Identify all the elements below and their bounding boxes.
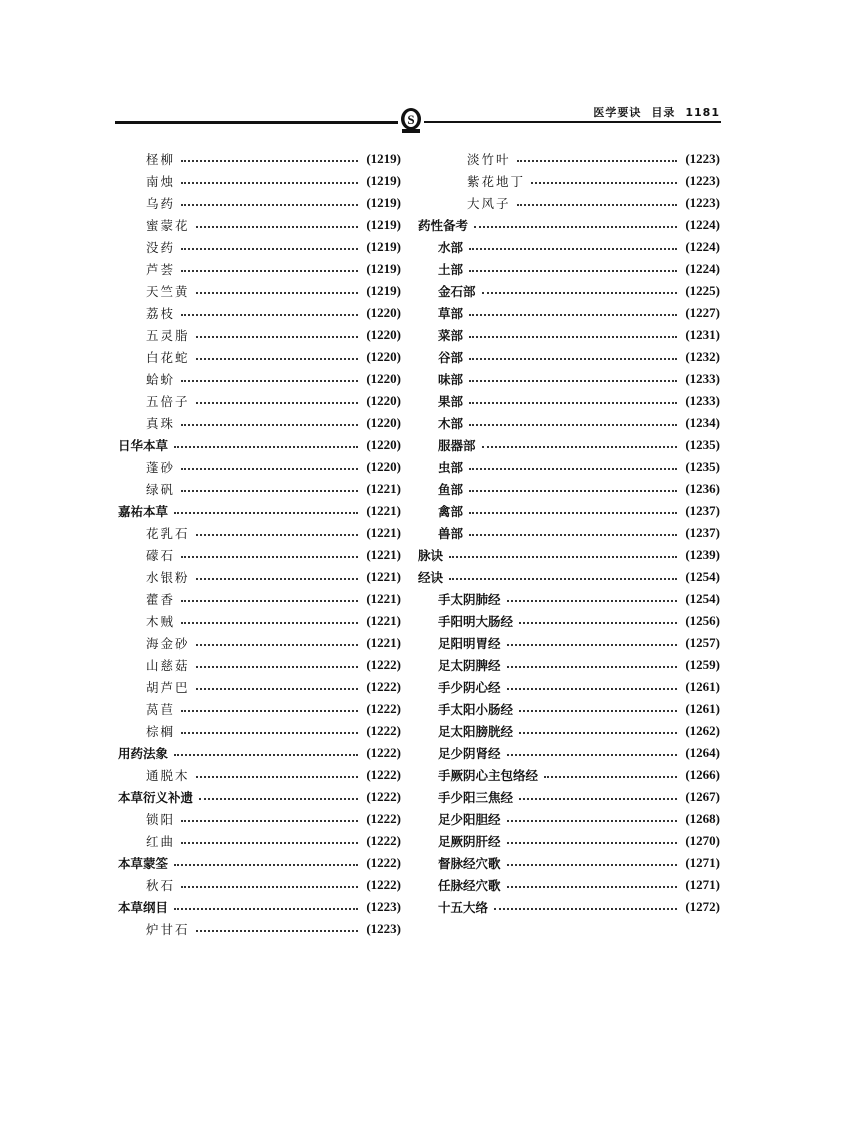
toc-entry — [418, 742, 720, 764]
entry-page: (1262) — [685, 723, 720, 738]
toc-entry — [118, 368, 401, 390]
toc-entry — [418, 324, 720, 346]
entry-title: 手阳明大肠经 — [438, 614, 514, 629]
toc-entry — [118, 610, 401, 632]
leader-dots — [181, 160, 358, 162]
leader-dots — [517, 204, 678, 206]
leader-dots — [174, 512, 358, 514]
entry-page: (1272) — [685, 899, 720, 914]
leader-dots — [181, 842, 358, 844]
toc-heading — [118, 500, 401, 522]
leader-dots — [469, 380, 677, 382]
entry-page: (1220) — [366, 393, 401, 408]
toc-entry — [418, 698, 720, 720]
leader-dots — [449, 556, 677, 558]
entry-title: 水银粉 — [146, 570, 190, 585]
toc-entry — [418, 588, 720, 610]
toc-entry — [418, 830, 720, 852]
leader-dots — [181, 270, 358, 272]
leader-dots — [196, 930, 359, 932]
entry-title: 五灵脂 — [146, 328, 190, 343]
entry-page: (1222) — [366, 701, 401, 716]
toc-entry — [118, 720, 401, 742]
entry-title: 没药 — [146, 240, 176, 255]
leader-dots — [507, 842, 678, 844]
leader-dots — [469, 358, 677, 360]
entry-page: (1261) — [685, 701, 720, 716]
toc-entry — [118, 456, 401, 478]
entry-page: (1270) — [685, 833, 720, 848]
leader-dots — [469, 270, 677, 272]
toc-entry — [418, 610, 720, 632]
toc-entry — [418, 786, 720, 808]
leader-dots — [519, 732, 677, 734]
leader-dots — [196, 688, 359, 690]
leader-dots — [174, 446, 358, 448]
entry-title: 菜部 — [438, 328, 464, 343]
entry-title: 礞石 — [146, 548, 176, 563]
entry-page: (1221) — [366, 635, 401, 650]
toc-heading — [118, 786, 401, 808]
toc-entry — [418, 632, 720, 654]
entry-page: (1219) — [366, 261, 401, 276]
leader-dots — [469, 468, 677, 470]
entry-page: (1220) — [366, 349, 401, 364]
entry-title: 锁阳 — [146, 812, 176, 827]
entry-title: 禽部 — [438, 504, 464, 519]
entry-title: 大风子 — [467, 196, 511, 211]
entry-page: (1224) — [685, 239, 720, 254]
toc-entry — [418, 192, 720, 214]
toc-entry — [418, 808, 720, 830]
entry-page: (1271) — [685, 855, 720, 870]
entry-title: 柽柳 — [146, 152, 176, 167]
entry-title: 足太阴脾经 — [438, 658, 501, 673]
leader-dots — [196, 292, 359, 294]
leader-dots — [482, 446, 678, 448]
entry-title: 五倍子 — [146, 394, 190, 409]
toc-entry — [118, 324, 401, 346]
entry-title: 淡竹叶 — [467, 152, 511, 167]
leader-dots — [469, 336, 677, 338]
entry-title: 脉诀 — [418, 548, 444, 563]
entry-title: 兽部 — [438, 526, 464, 541]
entry-title: 通脱木 — [146, 768, 190, 783]
toc-entry — [418, 500, 720, 522]
entry-title: 藿香 — [146, 592, 176, 607]
leader-dots — [507, 754, 678, 756]
leader-dots — [181, 380, 358, 382]
toc-entry — [418, 896, 720, 918]
toc-entry — [418, 522, 720, 544]
toc-entry — [118, 192, 401, 214]
entry-page: (1254) — [685, 569, 720, 584]
leader-dots — [174, 864, 358, 866]
section-label: 目录 — [651, 106, 676, 119]
leader-dots — [507, 688, 678, 690]
entry-page: (1267) — [685, 789, 720, 804]
leader-dots — [181, 600, 358, 602]
toc-entry — [418, 236, 720, 258]
toc-entry — [118, 566, 401, 588]
entry-page: (1222) — [366, 745, 401, 760]
entry-title: 红曲 — [146, 834, 176, 849]
toc-entry — [118, 258, 401, 280]
entry-page: (1236) — [685, 481, 720, 496]
leader-dots — [196, 226, 359, 228]
entry-page: (1271) — [685, 877, 720, 892]
entry-title: 白花蛇 — [146, 350, 190, 365]
leader-dots — [519, 798, 677, 800]
toc-entry — [118, 632, 401, 654]
toc-entry — [418, 170, 720, 192]
entry-page: (1223) — [685, 173, 720, 188]
toc-entry — [418, 676, 720, 698]
leader-dots — [199, 798, 358, 800]
entry-title: 本草纲目 — [118, 900, 169, 915]
toc-entry — [418, 346, 720, 368]
leader-dots — [181, 248, 358, 250]
toc-entry — [118, 390, 401, 412]
leader-dots — [482, 292, 678, 294]
toc-entry — [418, 764, 720, 786]
entry-page: (1233) — [685, 371, 720, 386]
entry-page: (1225) — [685, 283, 720, 298]
publisher-logo-icon — [398, 106, 424, 134]
entry-title: 手少阴心经 — [438, 680, 501, 695]
entry-page: (1223) — [366, 899, 401, 914]
entry-title: 蛤蚧 — [146, 372, 176, 387]
entry-page: (1221) — [366, 569, 401, 584]
toc-entry — [118, 654, 401, 676]
toc-entry — [118, 808, 401, 830]
toc-entry — [118, 918, 401, 940]
leader-dots — [181, 732, 358, 734]
leader-dots — [181, 204, 358, 206]
toc-entry — [118, 302, 401, 324]
entry-page: (1266) — [685, 767, 720, 782]
svg-text:S: S — [407, 112, 415, 127]
entry-title: 乌药 — [146, 196, 176, 211]
toc-heading — [118, 852, 401, 874]
toc-entry — [418, 148, 720, 170]
entry-page: (1221) — [366, 481, 401, 496]
entry-title: 水部 — [438, 240, 464, 255]
entry-page: (1220) — [366, 305, 401, 320]
entry-page: (1219) — [366, 239, 401, 254]
toc-entry — [418, 654, 720, 676]
leader-dots — [531, 182, 677, 184]
toc-entry — [118, 764, 401, 786]
toc-right-column — [418, 148, 720, 918]
leader-dots — [544, 776, 677, 778]
entry-page: (1268) — [685, 811, 720, 826]
toc-entry — [118, 522, 401, 544]
entry-title: 药性备考 — [418, 218, 469, 233]
book-title: 医学要诀 — [593, 106, 642, 119]
entry-title: 足少阳胆经 — [438, 812, 501, 827]
leader-dots — [196, 644, 359, 646]
entry-title: 足太阳膀胱经 — [438, 724, 514, 739]
entry-title: 天竺黄 — [146, 284, 190, 299]
leader-dots — [507, 666, 678, 668]
header-rule-right — [424, 121, 721, 123]
toc-entry — [418, 852, 720, 874]
entry-title: 手厥阴心主包络经 — [438, 768, 539, 783]
entry-title: 胡芦巴 — [146, 680, 190, 695]
entry-title: 足厥阴肝经 — [438, 834, 501, 849]
page-number: 1181 — [685, 106, 720, 119]
leader-dots — [469, 248, 677, 250]
leader-dots — [507, 886, 678, 888]
entry-title: 木部 — [438, 416, 464, 431]
entry-page: (1231) — [685, 327, 720, 342]
entry-page: (1220) — [366, 459, 401, 474]
entry-page: (1257) — [685, 635, 720, 650]
toc-heading — [418, 544, 720, 566]
entry-title: 草部 — [438, 306, 464, 321]
entry-title: 花乳石 — [146, 526, 190, 541]
leader-dots — [181, 314, 358, 316]
toc-entry — [118, 830, 401, 852]
entry-title: 芦荟 — [146, 262, 176, 277]
entry-page: (1222) — [366, 789, 401, 804]
leader-dots — [469, 512, 677, 514]
leader-dots — [517, 160, 678, 162]
entry-title: 手太阳小肠经 — [438, 702, 514, 717]
entry-title: 炉甘石 — [146, 922, 190, 937]
toc-entry — [118, 478, 401, 500]
entry-title: 荔枝 — [146, 306, 176, 321]
entry-title: 海金砂 — [146, 636, 190, 651]
toc-entry — [118, 544, 401, 566]
entry-title: 任脉经穴歌 — [438, 878, 501, 893]
leader-dots — [181, 490, 358, 492]
entry-title: 南烛 — [146, 174, 176, 189]
toc-entry — [118, 676, 401, 698]
entry-page: (1256) — [685, 613, 720, 628]
leader-dots — [507, 864, 678, 866]
toc-entry — [418, 258, 720, 280]
entry-title: 十五大络 — [438, 900, 489, 915]
leader-dots — [196, 402, 359, 404]
entry-page: (1223) — [685, 151, 720, 166]
entry-title: 本草衍义补遗 — [118, 790, 194, 805]
entry-page: (1220) — [366, 415, 401, 430]
toc-entry — [418, 368, 720, 390]
leader-dots — [181, 886, 358, 888]
toc-entry — [118, 346, 401, 368]
entry-title: 谷部 — [438, 350, 464, 365]
entry-title: 督脉经穴歌 — [438, 856, 501, 871]
toc-heading — [418, 566, 720, 588]
leader-dots — [181, 820, 358, 822]
entry-page: (1232) — [685, 349, 720, 364]
entry-title: 鱼部 — [438, 482, 464, 497]
leader-dots — [196, 358, 359, 360]
entry-title: 本草蒙筌 — [118, 856, 169, 871]
toc-entry — [418, 874, 720, 896]
entry-page: (1222) — [366, 767, 401, 782]
leader-dots — [196, 776, 359, 778]
leader-dots — [507, 820, 678, 822]
entry-page: (1224) — [685, 261, 720, 276]
entry-page: (1235) — [685, 437, 720, 452]
entry-title: 服器部 — [438, 438, 476, 453]
entry-page: (1221) — [366, 503, 401, 518]
leader-dots — [507, 600, 678, 602]
entry-page: (1219) — [366, 151, 401, 166]
toc-heading — [118, 896, 401, 918]
leader-dots — [519, 622, 677, 624]
leader-dots — [519, 710, 677, 712]
toc-heading — [418, 214, 720, 236]
entry-page: (1259) — [685, 657, 720, 672]
entry-title: 山慈菇 — [146, 658, 190, 673]
toc-entry — [118, 874, 401, 896]
entry-page: (1221) — [366, 547, 401, 562]
toc-heading — [118, 434, 401, 456]
leader-dots — [196, 578, 359, 580]
toc-entry — [118, 412, 401, 434]
entry-page: (1222) — [366, 723, 401, 738]
entry-title: 秋石 — [146, 878, 176, 893]
entry-page: (1235) — [685, 459, 720, 474]
entry-page: (1222) — [366, 811, 401, 826]
entry-page: (1222) — [366, 657, 401, 672]
toc-entry — [418, 478, 720, 500]
toc-heading — [118, 742, 401, 764]
toc-entry — [418, 456, 720, 478]
leader-dots — [181, 622, 358, 624]
entry-page: (1219) — [366, 195, 401, 210]
entry-page: (1220) — [366, 327, 401, 342]
leader-dots — [449, 578, 677, 580]
toc-entry — [118, 214, 401, 236]
entry-page: (1222) — [366, 877, 401, 892]
entry-title: 嘉祐本草 — [118, 504, 169, 519]
leader-dots — [469, 534, 677, 536]
leader-dots — [181, 468, 358, 470]
toc-entry — [418, 302, 720, 324]
leader-dots — [469, 314, 677, 316]
entry-title: 土部 — [438, 262, 464, 277]
leader-dots — [494, 908, 677, 910]
toc-entry — [418, 434, 720, 456]
entry-page: (1254) — [685, 591, 720, 606]
entry-title: 莴苣 — [146, 702, 176, 717]
entry-title: 蓬砂 — [146, 460, 176, 475]
entry-title: 味部 — [438, 372, 464, 387]
entry-title: 紫花地丁 — [467, 174, 526, 189]
entry-page: (1224) — [685, 217, 720, 232]
toc-entry — [418, 720, 720, 742]
entry-title: 绿矾 — [146, 482, 176, 497]
leader-dots — [469, 424, 677, 426]
entry-page: (1222) — [366, 855, 401, 870]
leader-dots — [196, 666, 359, 668]
entry-page: (1234) — [685, 415, 720, 430]
entry-page: (1220) — [366, 371, 401, 386]
entry-title: 棕榈 — [146, 724, 176, 739]
entry-page: (1221) — [366, 613, 401, 628]
entry-title: 木贼 — [146, 614, 176, 629]
toc-entry — [418, 280, 720, 302]
entry-page: (1219) — [366, 173, 401, 188]
leader-dots — [181, 556, 358, 558]
toc-entry — [118, 280, 401, 302]
leader-dots — [181, 424, 358, 426]
entry-title: 果部 — [438, 394, 464, 409]
entry-page: (1220) — [366, 437, 401, 452]
entry-page: (1219) — [366, 217, 401, 232]
entry-title: 虫部 — [438, 460, 464, 475]
toc-entry — [118, 236, 401, 258]
entry-title: 手太阴肺经 — [438, 592, 501, 607]
entry-title: 真珠 — [146, 416, 176, 431]
entry-page: (1264) — [685, 745, 720, 760]
leader-dots — [196, 336, 359, 338]
leader-dots — [181, 182, 358, 184]
toc-left-column — [118, 148, 401, 940]
leader-dots — [469, 490, 677, 492]
toc-entry — [118, 148, 401, 170]
entry-title: 蜜蒙花 — [146, 218, 190, 233]
leader-dots — [474, 226, 677, 228]
entry-page: (1261) — [685, 679, 720, 694]
leader-dots — [469, 402, 677, 404]
toc-entry — [118, 588, 401, 610]
leader-dots — [174, 908, 358, 910]
entry-title: 金石部 — [438, 284, 476, 299]
entry-page: (1233) — [685, 393, 720, 408]
header-rule-left — [115, 121, 398, 124]
entry-page: (1223) — [366, 921, 401, 936]
leader-dots — [174, 754, 358, 756]
entry-title: 足阳明胃经 — [438, 636, 501, 651]
leader-dots — [507, 644, 678, 646]
entry-title: 手少阳三焦经 — [438, 790, 514, 805]
leader-dots — [196, 534, 359, 536]
entry-page: (1221) — [366, 525, 401, 540]
entry-title: 用药法象 — [118, 746, 169, 761]
entry-page: (1227) — [685, 305, 720, 320]
entry-page: (1237) — [685, 503, 720, 518]
entry-title: 经诀 — [418, 570, 444, 585]
entry-page: (1237) — [685, 525, 720, 540]
toc-entry — [118, 170, 401, 192]
toc-entry — [118, 698, 401, 720]
entry-page: (1222) — [366, 833, 401, 848]
entry-page: (1223) — [685, 195, 720, 210]
entry-title: 足少阴肾经 — [438, 746, 501, 761]
entry-page: (1239) — [685, 547, 720, 562]
leader-dots — [181, 710, 358, 712]
entry-title: 日华本草 — [118, 438, 169, 453]
entry-page: (1219) — [366, 283, 401, 298]
toc-entry — [418, 412, 720, 434]
entry-page: (1221) — [366, 591, 401, 606]
running-header — [583, 104, 720, 120]
toc-entry — [418, 390, 720, 412]
entry-page: (1222) — [366, 679, 401, 694]
